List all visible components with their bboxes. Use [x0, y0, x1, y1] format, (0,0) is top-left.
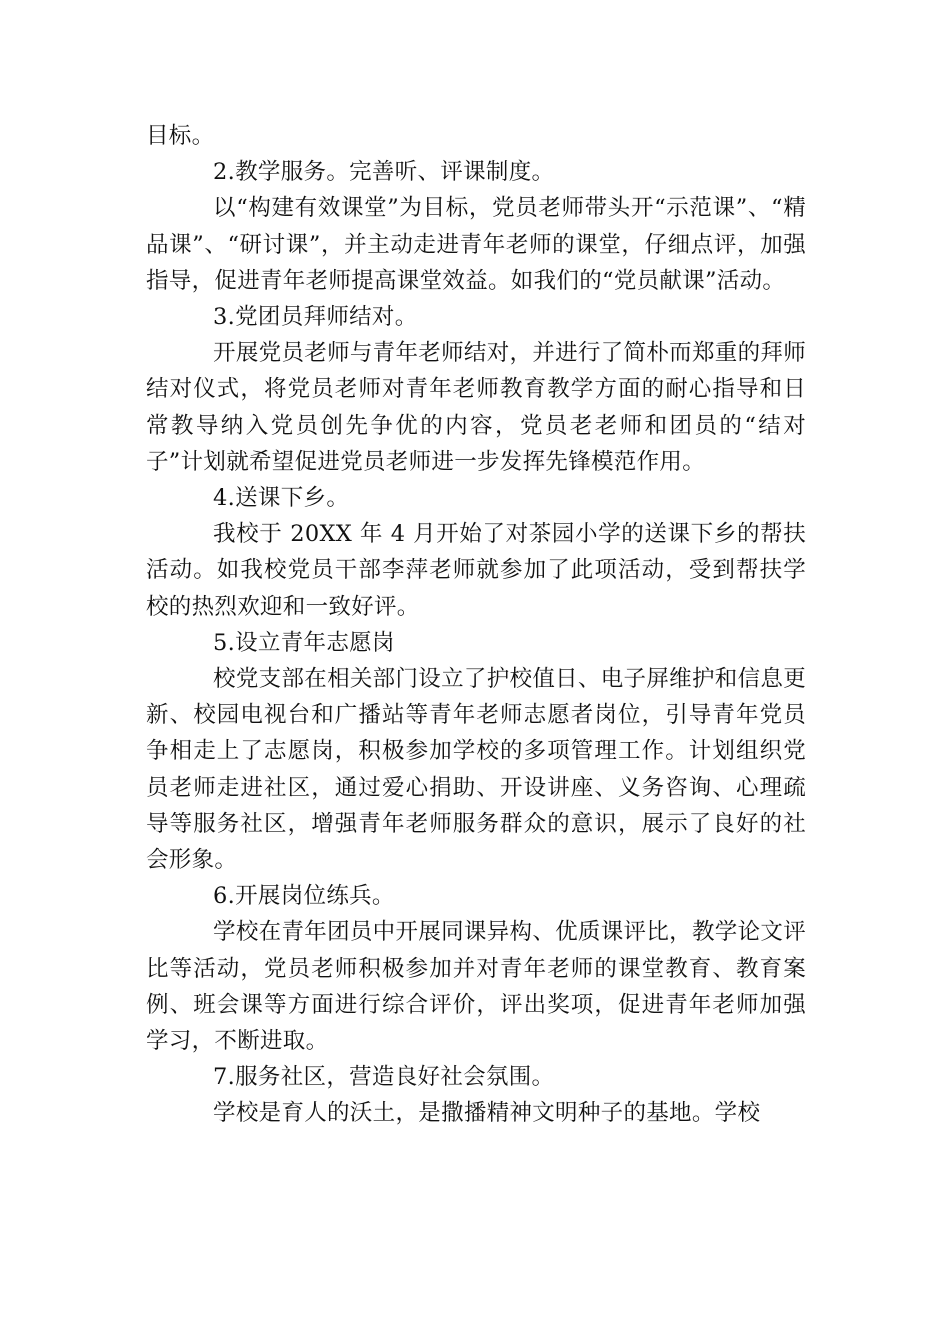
section-heading: 4.送课下乡。 [213, 485, 350, 512]
section-heading: 5.设立青年志愿岗 [213, 629, 395, 656]
section-heading: 3.党团员拜师结对。 [213, 304, 418, 331]
paragraph: 以“构建有效课堂”为目标，党员老师带头开“示范课”、“精品课”、“研讨课”，并主动走进青年老师的课堂，仔细点评，加强指导，促进青年老师提高课堂效益。如我们的“党员献课”活动。 [146, 195, 806, 294]
paragraph: 学校是育人的沃土，是撒播精神文明种子的基地。学校 [213, 1100, 761, 1127]
paragraph: 我校于 20XX 年 4 月开始了对茶园小学的送课下乡的帮扶活动。如我校党员干部李萍老师就参加了此项活动，受到帮扶学校的热烈欢迎和一致好评。 [146, 521, 806, 620]
paragraph: 目标。 [146, 123, 215, 149]
section-heading: 2.教学服务。完善听、评课制度。 [213, 159, 555, 186]
paragraph: 学校在青年团员中开展同课异构、优质课评比，教学论文评比等活动，党员老师积极参加并对青年老师的课堂教育、教育案例、班会课等方面进行综合评价，评出奖项，促进青年老师加强学习，不断进取。 [146, 919, 806, 1055]
document-body [146, 118, 806, 1132]
section-heading: 7.服务社区，营造良好社会氛围。 [213, 1064, 555, 1091]
paragraph: 校党支部在相关部门设立了护校值日、电子屏维护和信息更新、校园电视台和广播站等青年老师志愿者岗位，引导青年党员争相走上了志愿岗，积极参加学校的多项管理工作。计划组织党员老师走进社区，通过爱心捐助、开设讲座、义务咨询、心理疏导等服务社区，增强青年老师服务群众的意识，展示了良好的社会形象。 [146, 666, 806, 874]
section-heading: 6.开展岗位练兵。 [213, 883, 395, 910]
paragraph: 开展党员老师与青年老师结对，并进行了简朴而郑重的拜师结对仪式，将党员老师对青年老师教育教学方面的耐心指导和日常教导纳入党员创先争优的内容，党员老老师和团员的“结对子”计划就希望促进党员老师进一步发挥先锋模范作用。 [146, 340, 806, 475]
